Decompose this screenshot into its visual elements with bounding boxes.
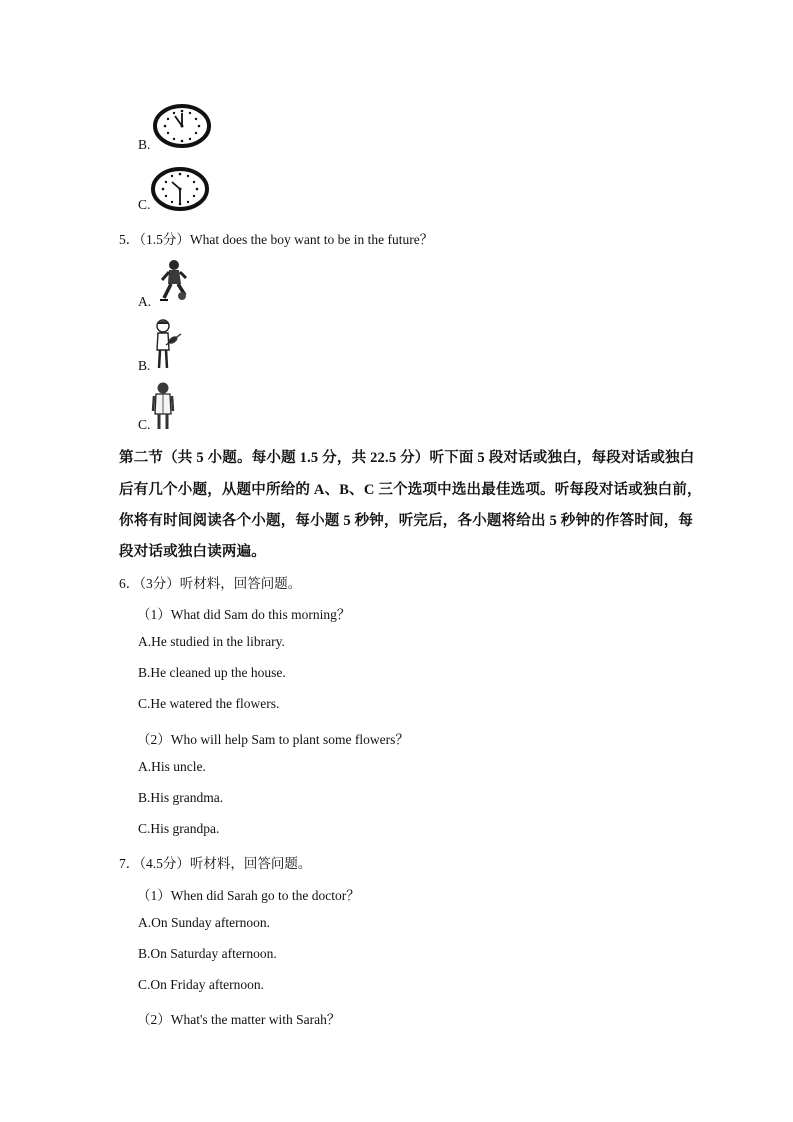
q6-sub1-option-a: A.He studied in the library.: [138, 634, 285, 649]
q6-sub2-option-c: C.His grandpa.: [138, 821, 220, 836]
q6-sub1-option-b: B.He cleaned up the house.: [138, 665, 286, 680]
section2-instructions-line2: 后有几个小题，从题中所给的 A、B、C 三个选项中选出最佳选项。听每段对话或独白前，: [119, 482, 702, 498]
clock-icon-option-c: [151, 166, 211, 212]
q7-sub1-question: （1）When did Sarah go to the doctor？: [137, 888, 360, 903]
option-label-b: B.: [138, 137, 151, 152]
question-6-stem: 6．（3分）听材料，回答问题。: [119, 576, 302, 591]
q7-sub2-question: （2）What's the matter with Sarah？: [137, 1012, 341, 1027]
q7-sub1-option-a: A.On Sunday afternoon.: [138, 915, 270, 930]
section2-instructions-line4: 段对话或独白读两遍。: [119, 544, 266, 560]
q6-sub2-option-b: B.His grandma.: [138, 790, 224, 805]
question-7-stem: 7．（4.5分）听材料，回答问题。: [119, 856, 312, 871]
q7-sub1-option-c: C.On Friday afternoon.: [138, 977, 264, 992]
q7-sub1-option-b: B.On Saturday afternoon.: [138, 946, 277, 961]
clock-icon-option-b: [153, 103, 213, 149]
q5-option-label-c: C.: [138, 417, 151, 432]
question-5-stem: 5．（1.5分）What does the boy want to be in the future？: [119, 232, 434, 247]
q6-sub1-question: （1）What did Sam do this morning？: [137, 607, 351, 622]
section2-instructions-line3: 你将有时间阅读各个小题，每小题 5 秒钟，听完后，各小题将给出 5 秒钟的作答时间，每: [119, 513, 694, 529]
q5-option-label-a: A.: [138, 294, 152, 309]
q6-sub2-question: （2）Who will help Sam to plant some flowers？: [137, 732, 409, 747]
q6-sub1-option-c: C.He watered the flowers.: [138, 696, 280, 711]
section2-instructions-line1: 第二节（共 5 小题。每小题 1.5 分，共 22.5 分）听下面 5 段对话或独白，每段对话或独白: [119, 450, 695, 466]
q6-sub2-option-a: A.His uncle.: [138, 759, 206, 774]
violinist-icon: [150, 318, 184, 370]
option-label-c: C.: [138, 197, 151, 212]
doctor-icon: [150, 381, 176, 431]
q5-option-label-b: B.: [138, 358, 151, 373]
basketball-player-icon: [152, 258, 194, 304]
